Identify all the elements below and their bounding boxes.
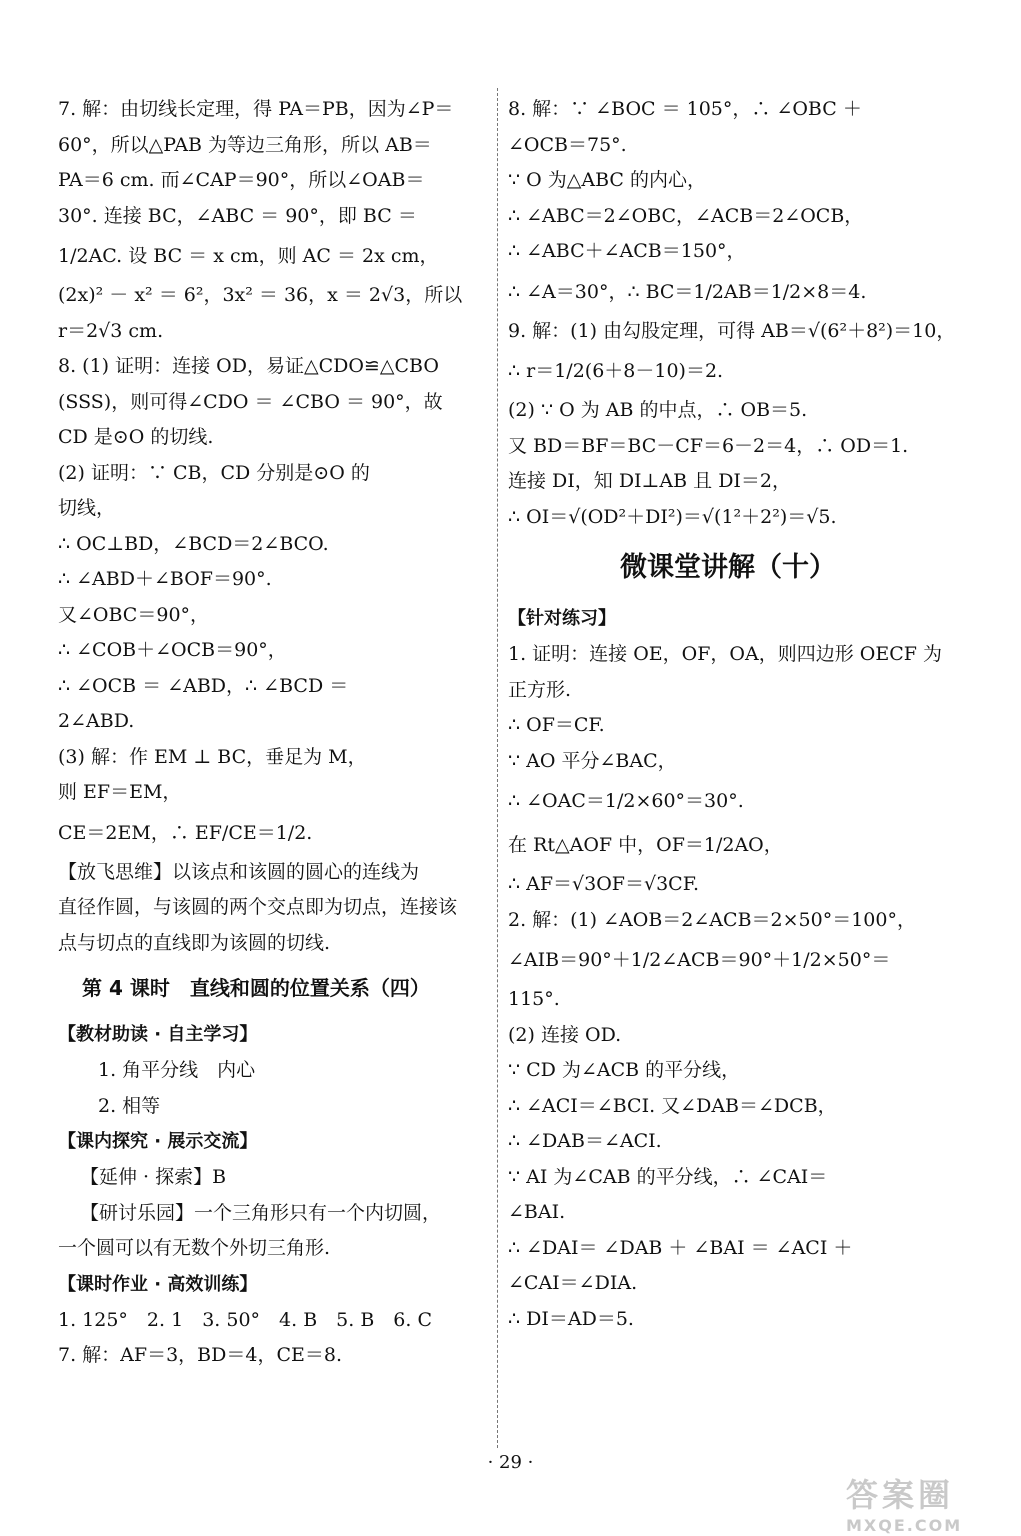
left-text-line: 2∠ABD.: [58, 710, 135, 732]
left-text-line: 2. 相等: [98, 1094, 161, 1117]
right-text-line: 2. 解：(1) ∠AOB＝2∠ACB＝2×50°＝100°，: [508, 908, 916, 931]
left-text-line: (2x)² － x² ＝ 6²，3x² ＝ 36，x ＝ 2√3，所以: [58, 284, 463, 306]
watermark-logo: [846, 1470, 1006, 1535]
left-section-heading: 第 4 课时 直线和圆的位置关系（四）: [82, 976, 430, 1000]
right-section-tag: 【针对练习】: [508, 608, 616, 629]
right-text-line: 又 BD＝BF＝BC－CF＝6－2＝4，∴ OD＝1.: [508, 434, 909, 457]
left-text-line: 1. 角平分线 内心: [98, 1059, 256, 1081]
right-text-line: 正方形.: [508, 678, 572, 701]
right-text-line: ∴ ∠OAC＝1/2×60°＝30°.: [508, 790, 744, 812]
left-text-line: 30°. 连接 BC，∠ABC ＝ 90°，即 BC ＝: [58, 204, 417, 227]
right-text-line: ∴ ∠ABC＋∠ACB＝150°，: [508, 240, 746, 262]
left-text-line: 60°，所以△PAB 为等边三角形，所以 AB＝: [58, 133, 432, 156]
right-text-line: ∠CAI＝∠DIA.: [508, 1272, 638, 1294]
right-text-line: 1. 证明：连接 OE，OF，OA，则四边形 OECF 为: [508, 643, 942, 665]
left-text-line: (SSS)，则可得∠CDO ＝ ∠CBO ＝ 90°，故: [58, 390, 443, 413]
right-text-line: ∴ AF＝√3OF＝√3CF.: [508, 873, 699, 895]
right-text-line: ∴ r＝1/2(6＋8－10)＝2.: [508, 360, 724, 382]
right-text-line: ∴ ∠DAI＝ ∠DAB ＋ ∠BAI ＝ ∠ACI ＋: [508, 1236, 853, 1259]
left-text-line: 【研讨乐园】一个三角形只有一个内切圆，: [80, 1201, 442, 1224]
left-text-line: 【延伸 · 探索】B: [80, 1166, 227, 1188]
left-text-line: 8. (1) 证明：连接 OD，易证△CDO≌△CBO: [58, 355, 439, 377]
right-text-line: ∴ DI＝AD＝5.: [508, 1307, 634, 1330]
right-text-line: ∴ OI＝√(OD²＋DI²)＝√(1²＋2²)＝√5.: [508, 505, 837, 528]
right-text-line: ∴ OF＝CF.: [508, 714, 605, 736]
right-text-line: ∵ CD 为∠ACB 的平分线，: [508, 1059, 741, 1081]
left-text-line: 1. 125° 2. 1 3. 50° 4. B 5. B 6. C: [58, 1308, 432, 1331]
left-text-line: 点与切点的直线即为该圆的切线.: [58, 931, 331, 954]
left-text-line: 直径作圆，与该圆的两个交点即为切点，连接该: [58, 896, 458, 918]
right-text-line: ∴ ∠DAB＝∠ACI.: [508, 1130, 662, 1152]
right-text-line: ∵ AO 平分∠BAC，: [508, 749, 677, 772]
right-text-line: 8. 解：∵ ∠BOC ＝ 105°，∴ ∠OBC ＋: [508, 98, 862, 120]
left-text-line: ∴ OC⊥BD，∠BCD＝2∠BCO.: [58, 532, 329, 555]
right-text-line: ∵ O 为△ABC 的内心，: [508, 169, 706, 191]
left-text-line: (2) 证明：∵ CB，CD 分别是⊙O 的: [58, 461, 370, 484]
left-section-tag: 【课内探究 · 展示交流】: [58, 1131, 258, 1152]
left-text-line: CE＝2EM，∴ EF/CE＝1/2.: [58, 821, 313, 844]
right-text-line: 115°.: [508, 988, 560, 1010]
column-divider: [497, 88, 498, 1448]
left-text-line: 又∠OBC＝90°，: [58, 603, 210, 626]
left-text-line: 则 EF＝EM，: [58, 781, 182, 803]
left-section-tag: 【课时作业 · 高效训练】: [58, 1273, 258, 1295]
left-text-line: (3) 解：作 EM ⊥ BC，垂足为 M，: [58, 745, 367, 768]
right-text-line: ∠OCB＝75°.: [508, 133, 627, 156]
left-text-line: 【放飞思维】以该点和该圆的圆心的连线为: [58, 860, 420, 883]
left-text-line: 1/2AC. 设 BC ＝ x cm，则 AC ＝ 2x cm，: [58, 245, 439, 267]
watermark-top: 答案圈: [846, 1476, 955, 1514]
page-number: · 29 ·: [487, 1452, 534, 1473]
right-text-line: ∴ ∠ABC＝2∠OBC，∠ACB＝2∠OCB，: [508, 204, 864, 227]
right-text-line: 连接 DI，知 DI⊥AB 且 DI＝2，: [508, 470, 792, 492]
right-text-line: ∴ ∠ACI＝∠BCI. 又∠DAB＝∠DCB，: [508, 1094, 837, 1117]
left-text-line: PA＝6 cm. 而∠CAP＝90°，所以∠OAB＝: [58, 169, 425, 191]
left-text-line: r＝2√3 cm.: [58, 319, 164, 342]
right-text-line: ∵ AI 为∠CAB 的平分线，∴ ∠CAI＝: [508, 1165, 828, 1188]
left-text-line: 7. 解：AF＝3，BD＝4，CE＝8.: [58, 1344, 342, 1366]
left-text-line: ∴ ∠COB＋∠OCB＝90°，: [58, 639, 287, 661]
right-text-line: (2) 连接 OD.: [508, 1023, 622, 1046]
right-section-heading: 微课堂讲解（十）: [620, 552, 836, 583]
watermark-bottom: MXQE.COM: [846, 1516, 963, 1535]
left-text-line: 7. 解：由切线长定理，得 PA＝PB，因为∠P＝: [58, 98, 454, 120]
right-column: [508, 92, 956, 1337]
right-text-line: 在 Rt△AOF 中，OF＝1/2AO，: [508, 834, 783, 856]
left-section-tag: 【教材助读 · 自主学习】: [58, 1024, 258, 1045]
left-text-line: 切线，: [58, 497, 116, 519]
right-text-line: (2) ∵ O 为 AB 的中点，∴ OB＝5.: [508, 399, 808, 421]
right-text-line: ∠AIB＝90°＋1/2∠ACB＝90°＋1/2×50°＝: [508, 949, 891, 971]
right-text-line: 9. 解：(1) 由勾股定理，可得 AB＝√(6²＋8²)＝10，: [508, 319, 956, 342]
left-text-line: ∴ ∠OCB ＝ ∠ABD，∴ ∠BCD ＝: [58, 674, 349, 697]
left-column: [58, 92, 490, 1374]
right-text-line: ∴ ∠A＝30°，∴ BC＝1/2AB＝1/2×8＝4.: [508, 280, 867, 303]
left-text-line: ∴ ∠ABD＋∠BOF＝90°.: [58, 568, 272, 590]
left-text-line: CD 是⊙O 的切线.: [58, 426, 214, 448]
right-text-line: ∠BAI.: [508, 1201, 566, 1223]
left-text-line: 一个圆可以有无数个外切三角形.: [58, 1237, 331, 1259]
